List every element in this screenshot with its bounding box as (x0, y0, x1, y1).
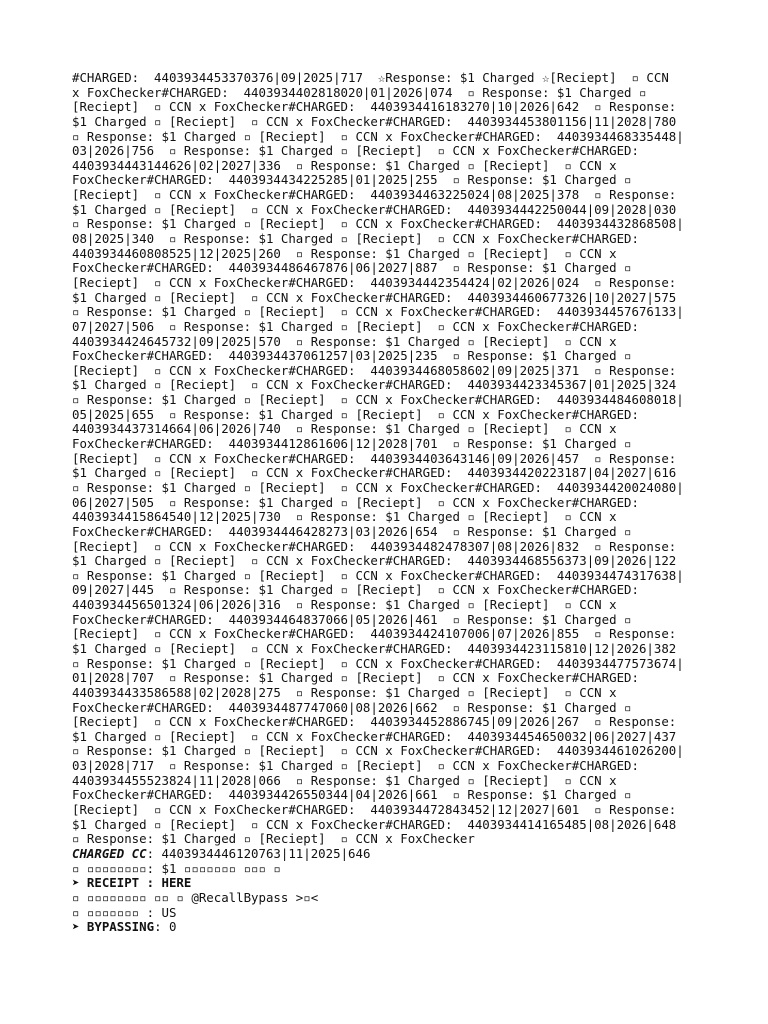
log-line: 4403934443144626|02|2027|336 ▫ Response: $1 Charged ▫ [Reciept] ▫ CCN x (72, 158, 617, 173)
log-line: [Reciept] ▫ CCN x FoxChecker#CHARGED: 4403934452886745|09|2026|267 ▫ Response: (72, 715, 677, 730)
log-line: 4403934455523824|11|2028|066 ▫ Response: $1 Charged ▫ [Reciept] ▫ CCN x (72, 773, 617, 788)
bypassing-label: ➤ BYPASSING (72, 920, 155, 935)
log-line: FoxChecker#CHARGED: 4403934426550344|04|2026|661 ▫ Response: $1 Charged ▫ (72, 788, 632, 803)
log-line: [Reciept] ▫ CCN x FoxChecker#CHARGED: 4403934403643146|09|2026|457 ▫ Response: (72, 451, 677, 466)
charged-cc-line (72, 847, 696, 862)
charged-cc-label: CHARGED CC (72, 846, 147, 861)
log-line: ▫ Response: $1 Charged ▫ [Reciept] ▫ CCN x FoxChecker#CHARGED: 4403934461026200| (72, 744, 684, 759)
log-line: $1 Charged ▫ [Reciept] ▫ CCN x FoxChecker#CHARGED: 4403934453801156|11|2028|780 (72, 114, 677, 129)
log-line: $1 Charged ▫ [Reciept] ▫ CCN x FoxChecker#CHARGED: 4403934468556373|09|2026|122 (72, 554, 677, 569)
log-line: [Reciept] ▫ CCN x FoxChecker#CHARGED: 4403934424107006|07|2026|855 ▫ Response: (72, 627, 677, 642)
checked-by-line: ▫ ▫▫▫▫▫▫▫▫ ▫▫ ▫ @RecallBypass >▫< (72, 890, 319, 905)
log-line: 06|2027|505 ▫ Response: $1 Charged ▫ [Reciept] ▫ CCN x FoxChecker#CHARGED: (72, 495, 639, 510)
log-line: 4403934433586588|02|2028|275 ▫ Response: $1 Charged ▫ [Reciept] ▫ CCN x (72, 685, 617, 700)
log-line: $1 Charged ▫ [Reciept] ▫ CCN x FoxChecker#CHARGED: 4403934460677326|10|2027|575 (72, 290, 677, 305)
log-line: ▫ Response: $1 Charged ▫ [Reciept] ▫ CCN x FoxChecker#CHARGED: 4403934477573674| (72, 656, 684, 671)
log-line: [Reciept] ▫ CCN x FoxChecker#CHARGED: 4403934482478307|08|2026|832 ▫ Response: (72, 539, 677, 554)
log-line: 4403934424645732|09|2025|570 ▫ Response: $1 Charged ▫ [Reciept] ▫ CCN x (72, 334, 617, 349)
log-line: FoxChecker#CHARGED: 4403934487747060|08|2026|662 ▫ Response: $1 Charged ▫ (72, 700, 632, 715)
log-line: FoxChecker#CHARGED: 4403934486467876|06|2027|887 ▫ Response: $1 Charged ▫ (72, 261, 632, 276)
document-body (72, 71, 696, 935)
log-line: $1 Charged ▫ [Reciept] ▫ CCN x FoxChecker#CHARGED: 4403934423345367|01|2025|324 (72, 378, 677, 393)
log-line: 08|2025|340 ▫ Response: $1 Charged ▫ [Reciept] ▫ CCN x FoxChecker#CHARGED: (72, 232, 639, 247)
log-line: $1 Charged ▫ [Reciept] ▫ CCN x FoxChecker#CHARGED: 4403934454650032|06|2027|437 (72, 729, 677, 744)
log-line: 09|2027|445 ▫ Response: $1 Charged ▫ [Reciept] ▫ CCN x FoxChecker#CHARGED: (72, 583, 639, 598)
log-line: FoxChecker#CHARGED: 4403934437061257|03|2025|235 ▫ Response: $1 Charged ▫ (72, 349, 632, 364)
log-line: [Reciept] ▫ CCN x FoxChecker#CHARGED: 4403934442354424|02|2026|024 ▫ Response: (72, 275, 677, 290)
log-line: 4403934460808525|12|2025|260 ▫ Response: $1 Charged ▫ [Reciept] ▫ CCN x (72, 246, 617, 261)
log-line: [Reciept] ▫ CCN x FoxChecker#CHARGED: 4403934468058602|09|2025|371 ▫ Response: (72, 363, 677, 378)
bypassing-value: : 0 (154, 920, 177, 935)
log-line: ▫ Response: $1 Charged ▫ [Reciept] ▫ CCN x FoxChecker#CHARGED: 4403934474317638| (72, 568, 684, 583)
log-line: [Reciept] ▫ CCN x FoxChecker#CHARGED: 4403934416183270|10|2026|642 ▫ Response: (72, 100, 677, 115)
log-line: ▫ Response: $1 Charged ▫ [Reciept] ▫ CCN x FoxChecker#CHARGED: 4403934432868508| (72, 217, 684, 232)
log-line: FoxChecker#CHARGED: 4403934412861606|12|2028|701 ▫ Response: $1 Charged ▫ (72, 437, 632, 452)
log-line: 4403934456501324|06|2026|316 ▫ Response: $1 Charged ▫ [Reciept] ▫ CCN x (72, 598, 617, 613)
log-line: $1 Charged ▫ [Reciept] ▫ CCN x FoxChecker#CHARGED: 4403934442250044|09|2028|030 (72, 202, 677, 217)
log-line: [Reciept] ▫ CCN x FoxChecker#CHARGED: 4403934472843452|12|2027|601 ▫ Response: (72, 803, 677, 818)
log-line: ▫ Response: $1 Charged ▫ [Reciept] ▫ CCN x FoxChecker#CHARGED: 4403934457676133| (72, 305, 684, 320)
bypassing-line (72, 920, 696, 935)
log-line: $1 Charged ▫ [Reciept] ▫ CCN x FoxChecker#CHARGED: 4403934420223187|04|2027|616 (72, 466, 677, 481)
log-line: 07|2027|506 ▫ Response: $1 Charged ▫ [Reciept] ▫ CCN x FoxChecker#CHARGED: (72, 319, 639, 334)
log-line: $1 Charged ▫ [Reciept] ▫ CCN x FoxChecker#CHARGED: 4403934423115810|12|2026|382 (72, 641, 677, 656)
log-line: 01|2028|707 ▫ Response: $1 Charged ▫ [Reciept] ▫ CCN x FoxChecker#CHARGED: (72, 671, 639, 686)
log-line: 4403934437314664|06|2026|740 ▫ Response: $1 Charged ▫ [Reciept] ▫ CCN x (72, 422, 617, 437)
log-line: x FoxChecker#CHARGED: 4403934402818020|01|2026|074 ▫ Response: $1 Charged ▫ (72, 85, 647, 100)
log-line: 4403934415864540|12|2025|730 ▫ Response: $1 Charged ▫ [Reciept] ▫ CCN x (72, 510, 617, 525)
log-line: [Reciept] ▫ CCN x FoxChecker#CHARGED: 4403934463225024|08|2025|378 ▫ Response: (72, 188, 677, 203)
log-lines (72, 71, 696, 847)
log-line: ▫ Response: $1 Charged ▫ [Reciept] ▫ CCN x FoxChecker#CHARGED: 4403934484608018| (72, 393, 684, 408)
log-line: #CHARGED: 4403934453370376|09|2025|717 ☆Response: $1 Charged ☆[Reciept] ▫ CCN (72, 71, 669, 85)
charged-cc-value: : 4403934446120763|11|2025|646 (146, 846, 371, 861)
log-line: 03|2028|717 ▫ Response: $1 Charged ▫ [Reciept] ▫ CCN x FoxChecker#CHARGED: (72, 759, 639, 774)
log-line: ▫ Response: $1 Charged ▫ [Reciept] ▫ CCN x FoxChecker#CHARGED: 4403934420024080| (72, 480, 684, 495)
response-line: ▫ ▫▫▫▫▫▫▫▫: $1 ▫▫▫▫▫▫▫ ▫▫▫ ▫ (72, 861, 281, 876)
log-line: ▫ Response: $1 Charged ▫ [Reciept] ▫ CCN x FoxChecker (72, 832, 475, 847)
log-line: 03|2026|756 ▫ Response: $1 Charged ▫ [Reciept] ▫ CCN x FoxChecker#CHARGED: (72, 144, 639, 159)
country-line: ▫ ▫▫▫▫▫▫▫ : US (72, 905, 177, 920)
log-line: FoxChecker#CHARGED: 4403934464837066|05|2026|461 ▫ Response: $1 Charged ▫ (72, 612, 632, 627)
log-line: FoxChecker#CHARGED: 4403934434225285|01|2025|255 ▫ Response: $1 Charged ▫ (72, 173, 632, 188)
log-line: FoxChecker#CHARGED: 4403934446428273|03|2026|654 ▫ Response: $1 Charged ▫ (72, 524, 632, 539)
log-line: ▫ Response: $1 Charged ▫ [Reciept] ▫ CCN x FoxChecker#CHARGED: 4403934468335448| (72, 129, 684, 144)
log-line: $1 Charged ▫ [Reciept] ▫ CCN x FoxChecker#CHARGED: 4403934414165485|08|2026|648 (72, 817, 677, 832)
receipt-line: ➤ RECEIPT : HERE (72, 876, 192, 891)
log-line: 05|2025|655 ▫ Response: $1 Charged ▫ [Reciept] ▫ CCN x FoxChecker#CHARGED: (72, 407, 639, 422)
